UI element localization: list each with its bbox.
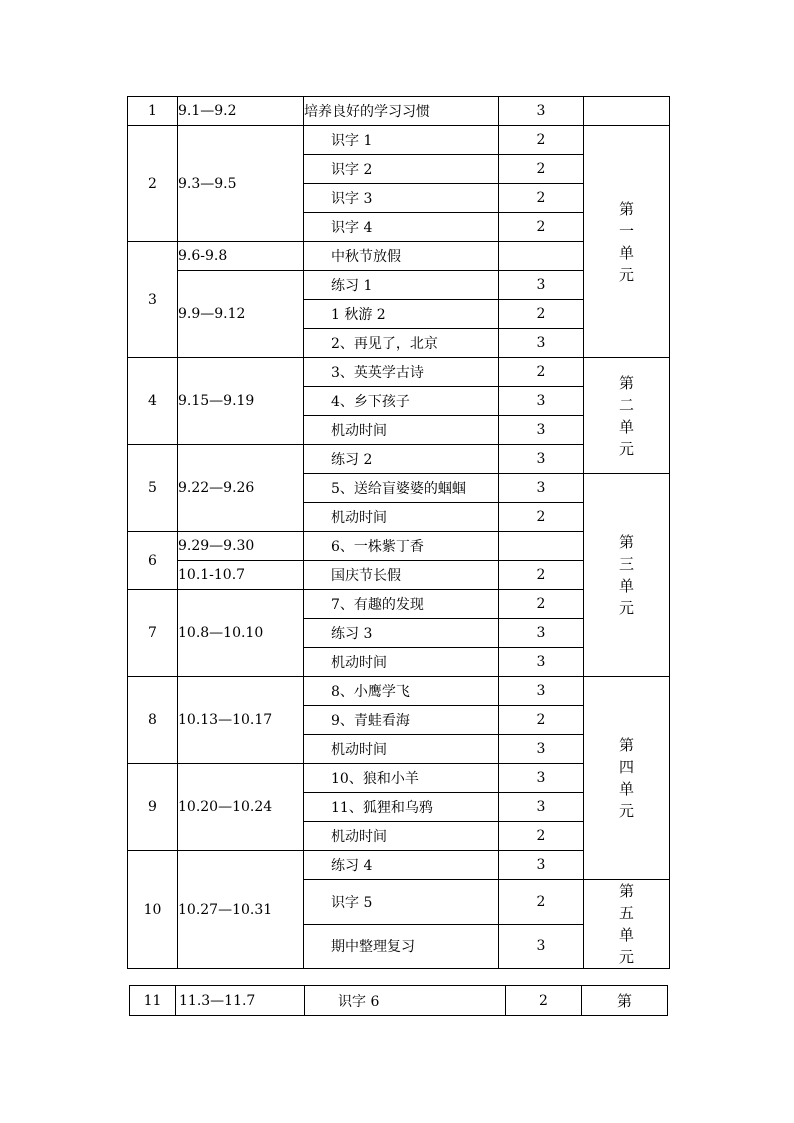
hours-cell: 3 (499, 387, 584, 416)
date-cell: 9.3—9.5 (178, 126, 304, 242)
hours-cell: 2 (499, 300, 584, 329)
lesson-cell: 11、狐狸和乌鸦 (304, 793, 499, 822)
date-cell: 11.3—11.7 (176, 986, 305, 1016)
lesson-cell: 机动时间 (304, 503, 499, 532)
lesson-cell: 机动时间 (304, 648, 499, 677)
lesson-cell: 机动时间 (304, 416, 499, 445)
hours-cell: 3 (499, 97, 584, 126)
lesson-cell: 练习 2 (304, 445, 499, 474)
hours-cell: 2 (499, 822, 584, 851)
hours-cell: 3 (499, 677, 584, 706)
table-row (128, 97, 670, 126)
date-cell: 9.1—9.2 (178, 97, 304, 126)
week-cell: 8 (128, 677, 178, 764)
week-cell: 6 (128, 532, 178, 590)
hours-cell: 3 (499, 924, 584, 969)
lesson-cell: 中秋节放假 (304, 242, 499, 271)
lesson-cell: 识字 3 (304, 184, 499, 213)
week-cell: 10 (128, 851, 178, 969)
table-row (128, 358, 670, 387)
hours-cell: 3 (499, 735, 584, 764)
lesson-cell: 期中整理复习 (304, 924, 499, 969)
lesson-cell: 4、乡下孩子 (304, 387, 499, 416)
unit-cell: 第 四 单 元 (584, 677, 670, 880)
hours-cell: 3 (499, 793, 584, 822)
week-cell: 1 (128, 97, 178, 126)
date-cell: 10.27—10.31 (178, 851, 304, 969)
date-cell: 9.22—9.26 (178, 445, 304, 532)
date-cell: 10.13—10.17 (178, 677, 304, 764)
lesson-cell: 练习 1 (304, 271, 499, 300)
hours-cell: 2 (499, 561, 584, 590)
unit-cell: 第 三 单 元 (584, 474, 670, 677)
table-row (128, 126, 670, 155)
date-cell: 9.9—9.12 (178, 271, 304, 358)
hours-cell: 2 (499, 503, 584, 532)
date-cell: 9.6-9.8 (178, 242, 304, 271)
date-cell: 9.15—9.19 (178, 358, 304, 445)
date-cell: 10.8—10.10 (178, 590, 304, 677)
unit-cell: 第 一 单 元 (584, 126, 670, 358)
hours-cell (499, 242, 584, 271)
hours-cell: 3 (499, 474, 584, 503)
hours-cell: 2 (499, 880, 584, 925)
unit-cell (584, 97, 670, 126)
date-cell: 10.20—10.24 (178, 764, 304, 851)
lesson-cell: 2、再见了，北京 (304, 329, 499, 358)
hours-cell: 3 (499, 445, 584, 474)
lesson-cell: 识字 2 (304, 155, 499, 184)
hours-cell: 3 (499, 851, 584, 880)
date-cell: 10.1-10.7 (178, 561, 304, 590)
table-row (130, 986, 668, 1016)
week-cell: 9 (128, 764, 178, 851)
hours-cell: 3 (499, 619, 584, 648)
lesson-cell: 识字 5 (304, 880, 499, 925)
hours-cell: 3 (499, 764, 584, 793)
lesson-cell: 国庆节长假 (304, 561, 499, 590)
lesson-cell: 7、有趣的发现 (304, 590, 499, 619)
week-cell: 7 (128, 590, 178, 677)
hours-cell: 3 (499, 416, 584, 445)
week-cell: 4 (128, 358, 178, 445)
hours-cell: 2 (499, 358, 584, 387)
unit-cell: 第 五 单 元 (584, 880, 670, 969)
week-cell: 2 (128, 126, 178, 242)
lesson-cell: 练习 4 (304, 851, 499, 880)
hours-cell: 3 (499, 648, 584, 677)
lesson-cell: 机动时间 (304, 822, 499, 851)
hours-cell: 2 (506, 986, 582, 1016)
week-cell: 5 (128, 445, 178, 532)
date-cell: 9.29—9.30 (178, 532, 304, 561)
table-row (128, 677, 670, 706)
hours-cell (499, 532, 584, 561)
lesson-cell: 识字 4 (304, 213, 499, 242)
lesson-cell: 识字 6 (305, 986, 506, 1016)
hours-cell: 2 (499, 184, 584, 213)
lesson-cell: 培养良好的学习习惯 (304, 97, 499, 126)
lesson-cell: 9、青蛙看海 (304, 706, 499, 735)
schedule-table-continued (129, 985, 668, 1016)
unit-cell: 第 (582, 986, 668, 1016)
lesson-cell: 识字 1 (304, 126, 499, 155)
unit-cell: 第 二 单 元 (584, 358, 670, 474)
lesson-cell: 6、一株紫丁香 (304, 532, 499, 561)
hours-cell: 3 (499, 271, 584, 300)
hours-cell: 3 (499, 329, 584, 358)
lesson-cell: 8、小鹰学飞 (304, 677, 499, 706)
hours-cell: 2 (499, 155, 584, 184)
week-cell: 11 (130, 986, 176, 1016)
schedule-table (127, 96, 670, 969)
lesson-cell: 机动时间 (304, 735, 499, 764)
week-cell: 3 (128, 242, 178, 358)
lesson-cell: 3、英英学古诗 (304, 358, 499, 387)
lesson-cell: 5、送给盲婆婆的蝈蝈 (304, 474, 499, 503)
lesson-cell: 1 秋游 2 (304, 300, 499, 329)
hours-cell: 2 (499, 590, 584, 619)
hours-cell: 2 (499, 126, 584, 155)
hours-cell: 2 (499, 706, 584, 735)
lesson-cell: 练习 3 (304, 619, 499, 648)
lesson-cell: 10、狼和小羊 (304, 764, 499, 793)
hours-cell: 2 (499, 213, 584, 242)
